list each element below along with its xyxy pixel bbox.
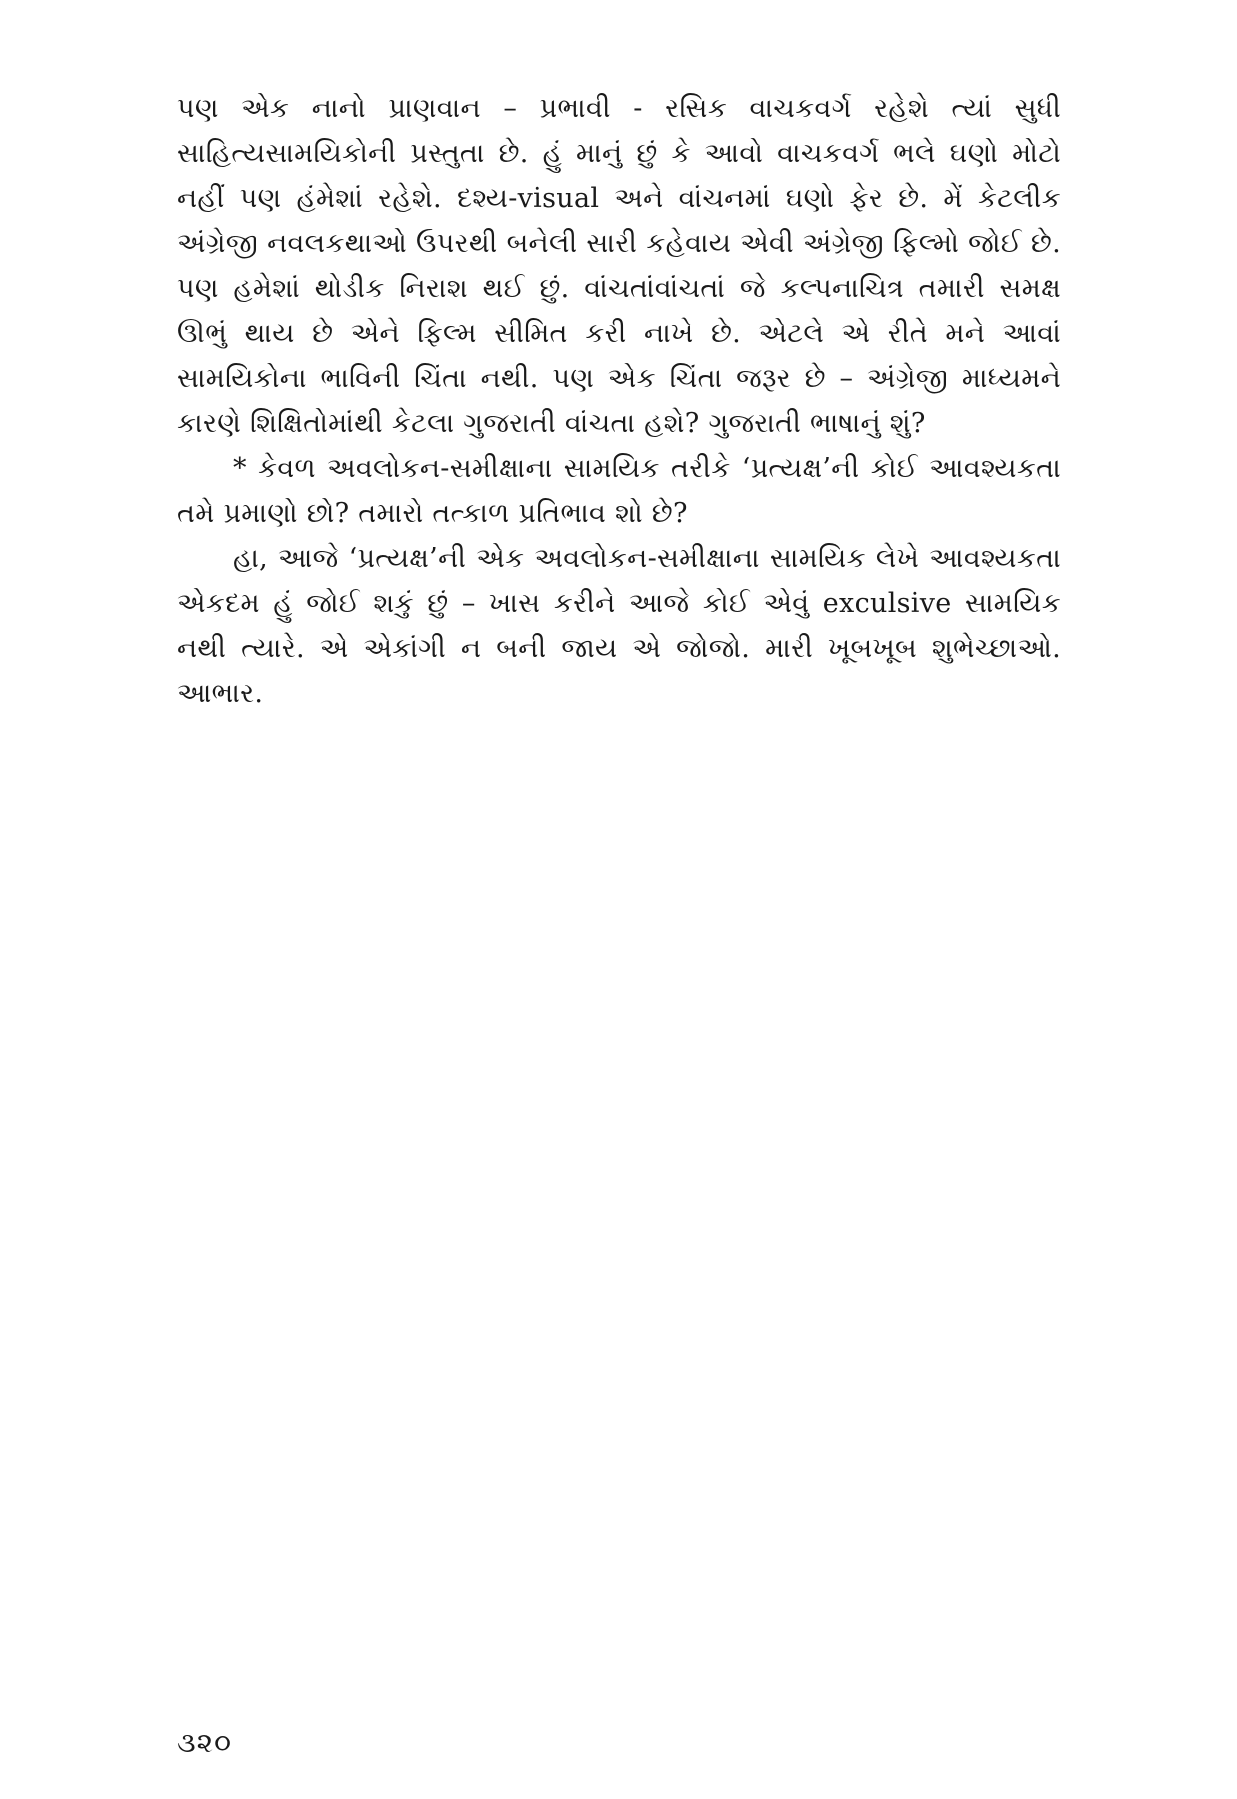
page-number: ૩૨૦	[177, 1726, 232, 1759]
paragraph-answer: હા, આજે ‘પ્રત્યક્ષ’ની એક અવલોકન-સમીક્ષાના સામયિક લેખે આવશ્યકતા એકદમ હું જોઈ શકું છું – ખાસ કરીને આજે કોઈ એવું exculsive સામયિક નથી ત્યારે. એ એકાંગી ન બની જાય એ જોજો. મારી ખૂબખૂબ શુભેચ્છાઓ. આભાર.	[177, 543, 1061, 709]
paragraph-answer-continued: પણ એક નાનો પ્રાણવાન – પ્રભાવી - રસિક વાચકવર્ગ રહેશે ત્યાં સુધી સાહિત્યસામયિકોની પ્રસ્તુતા છે. હું માનું છું કે આવો વાચકવર્ગ ભલે ઘણો મોટો નહીં પણ હંમેશાં રહેશે. દશ્ય-visual અને વાંચનમાં ઘણો ફેર છે. મેં કેટલીક અંગ્રેજી નવલકથાઓ ઉપરથી બનેલી સારી કહેવાય એવી અંગ્રેજી ફિલ્મો જોઈ છે. પણ હમેશાં થોડીક નિરાશ થઈ છું. વાંચતાંવાંચતાં જે કલ્પનાચિત્ર તમારી સમક્ષ ઊભું થાય છે એને ફિલ્મ સીમિત કરી નાખે છે. એટલે એ રીતે મને આવાં સામયિકોના ભાવિની ચિંતા નથી. પણ એક ચિંતા જરૂર છે – અંગ્રેજી માધ્યમને કારણે શિક્ષિતોમાંથી કેટલા ગુજરાતી વાંચતા હશે? ગુજરાતી ભાષાનું શું?	[177, 93, 1061, 439]
body-text	[177, 86, 1061, 716]
paragraph-question: * કેવળ અવલોકન-સમીક્ષાના સામયિક તરીકે ‘પ્રત્યક્ષ’ની કોઈ આવશ્યકતા તમે પ્રમાણો છો? તમારો તત્કાળ પ્રતિભાવ શો છે?	[177, 453, 1061, 529]
